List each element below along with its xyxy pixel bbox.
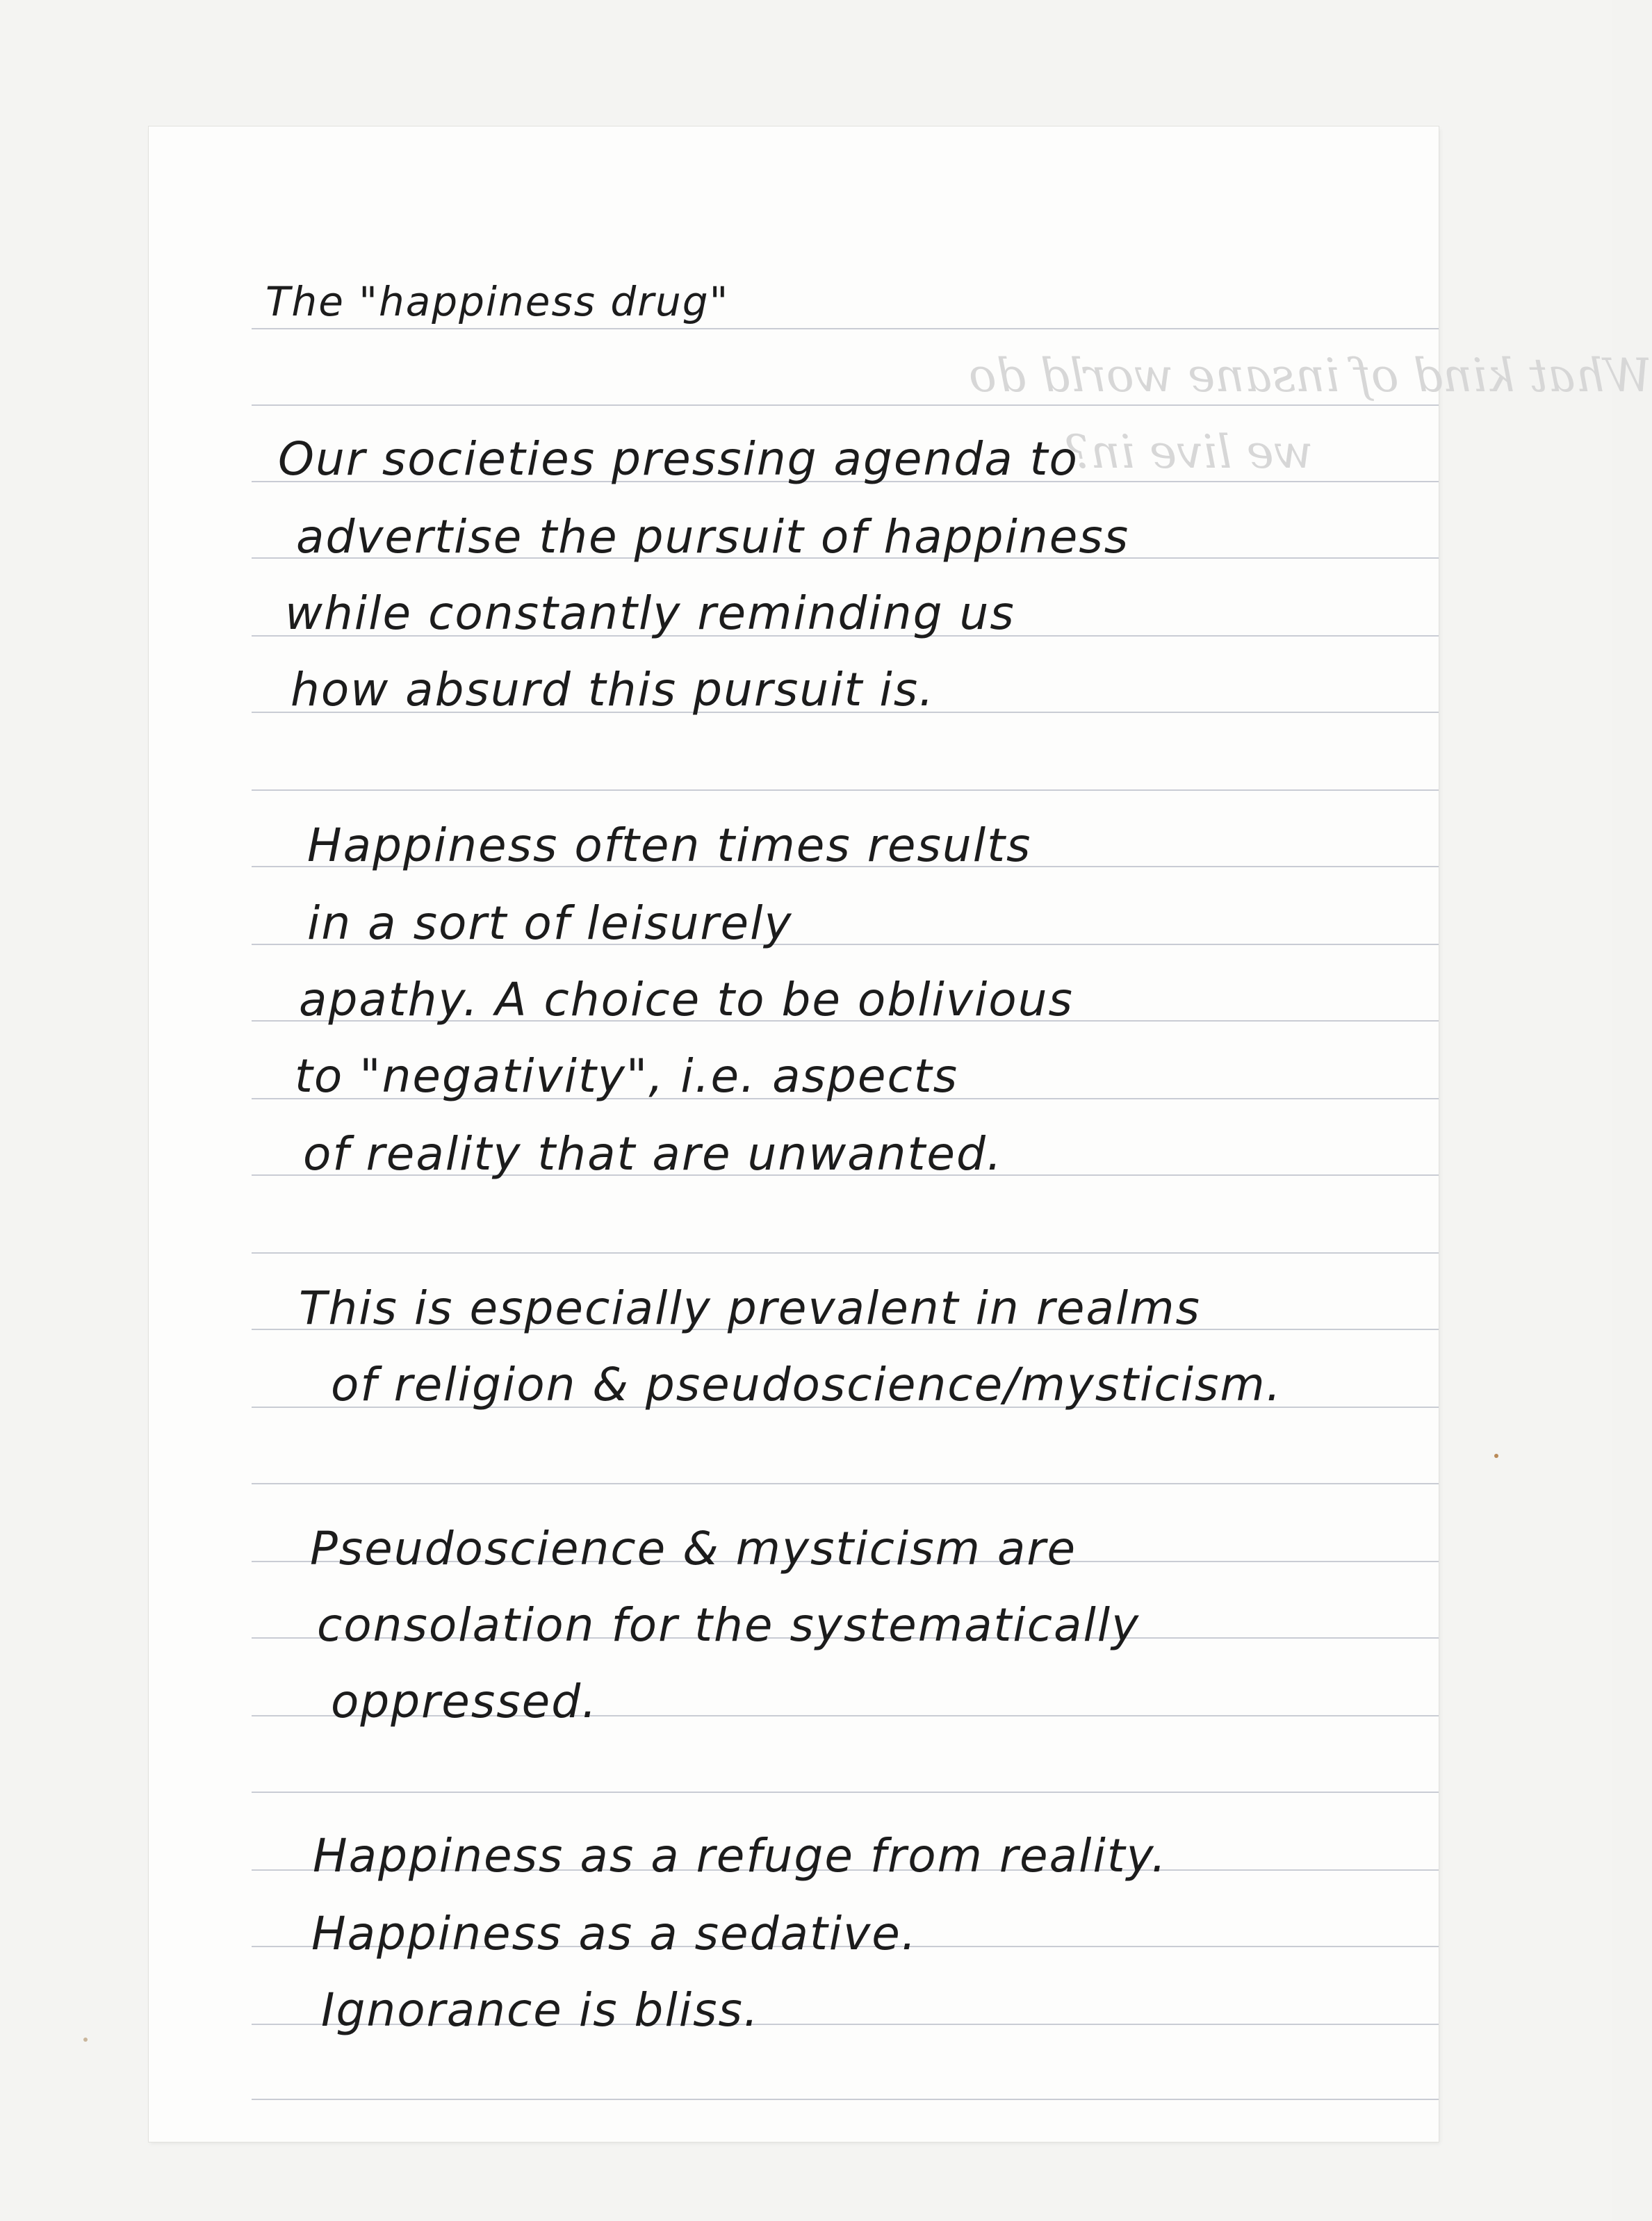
- bleed-through-text: What kind of insane world do: [969, 349, 1652, 402]
- note-line: of religion & pseudoscience/mysticism.: [331, 1358, 1282, 1411]
- note-line: Ignorance is bliss.: [321, 1983, 760, 2037]
- note-line: Happiness as a refuge from reality.: [313, 1829, 1168, 1883]
- note-line: while constantly reminding us: [285, 587, 1015, 640]
- note-line: apathy. A choice to be oblivious: [299, 973, 1074, 1026]
- note-line: advertise the pursuit of happiness: [296, 510, 1130, 564]
- ruled-line: [252, 789, 1439, 791]
- note-line: of reality that are unwanted.: [303, 1127, 1003, 1181]
- note-line: in a sort of leisurely: [307, 896, 793, 950]
- ruled-line: [252, 328, 1439, 329]
- note-title: The "happiness drug": [265, 278, 730, 325]
- scan-speck: [1494, 1454, 1498, 1458]
- scan-speck: [83, 2038, 88, 2042]
- note-line: consolation for the systematically: [317, 1598, 1140, 1652]
- note-line: Happiness often times results: [307, 819, 1032, 872]
- ruled-line: [252, 2099, 1439, 2100]
- note-line: Pseudoscience & mysticism are: [310, 1522, 1077, 1575]
- note-line: Our societies pressing agenda to: [278, 432, 1079, 486]
- ruled-line: [252, 1252, 1439, 1254]
- ruled-line: [252, 1483, 1439, 1484]
- note-line: oppressed.: [331, 1675, 598, 1728]
- note-line: how absurd this pursuit is.: [291, 663, 935, 716]
- notebook-page: [149, 126, 1652, 2142]
- note-line: Happiness as a sedative.: [311, 1907, 917, 1960]
- ruled-line: [252, 404, 1439, 406]
- note-line: to "negativity", i.e. aspects: [295, 1049, 958, 1103]
- note-line: This is especially prevalent in realms: [299, 1281, 1201, 1335]
- ruled-line: [252, 1792, 1439, 1793]
- bleed-through-text: we live in?: [1066, 425, 1314, 479]
